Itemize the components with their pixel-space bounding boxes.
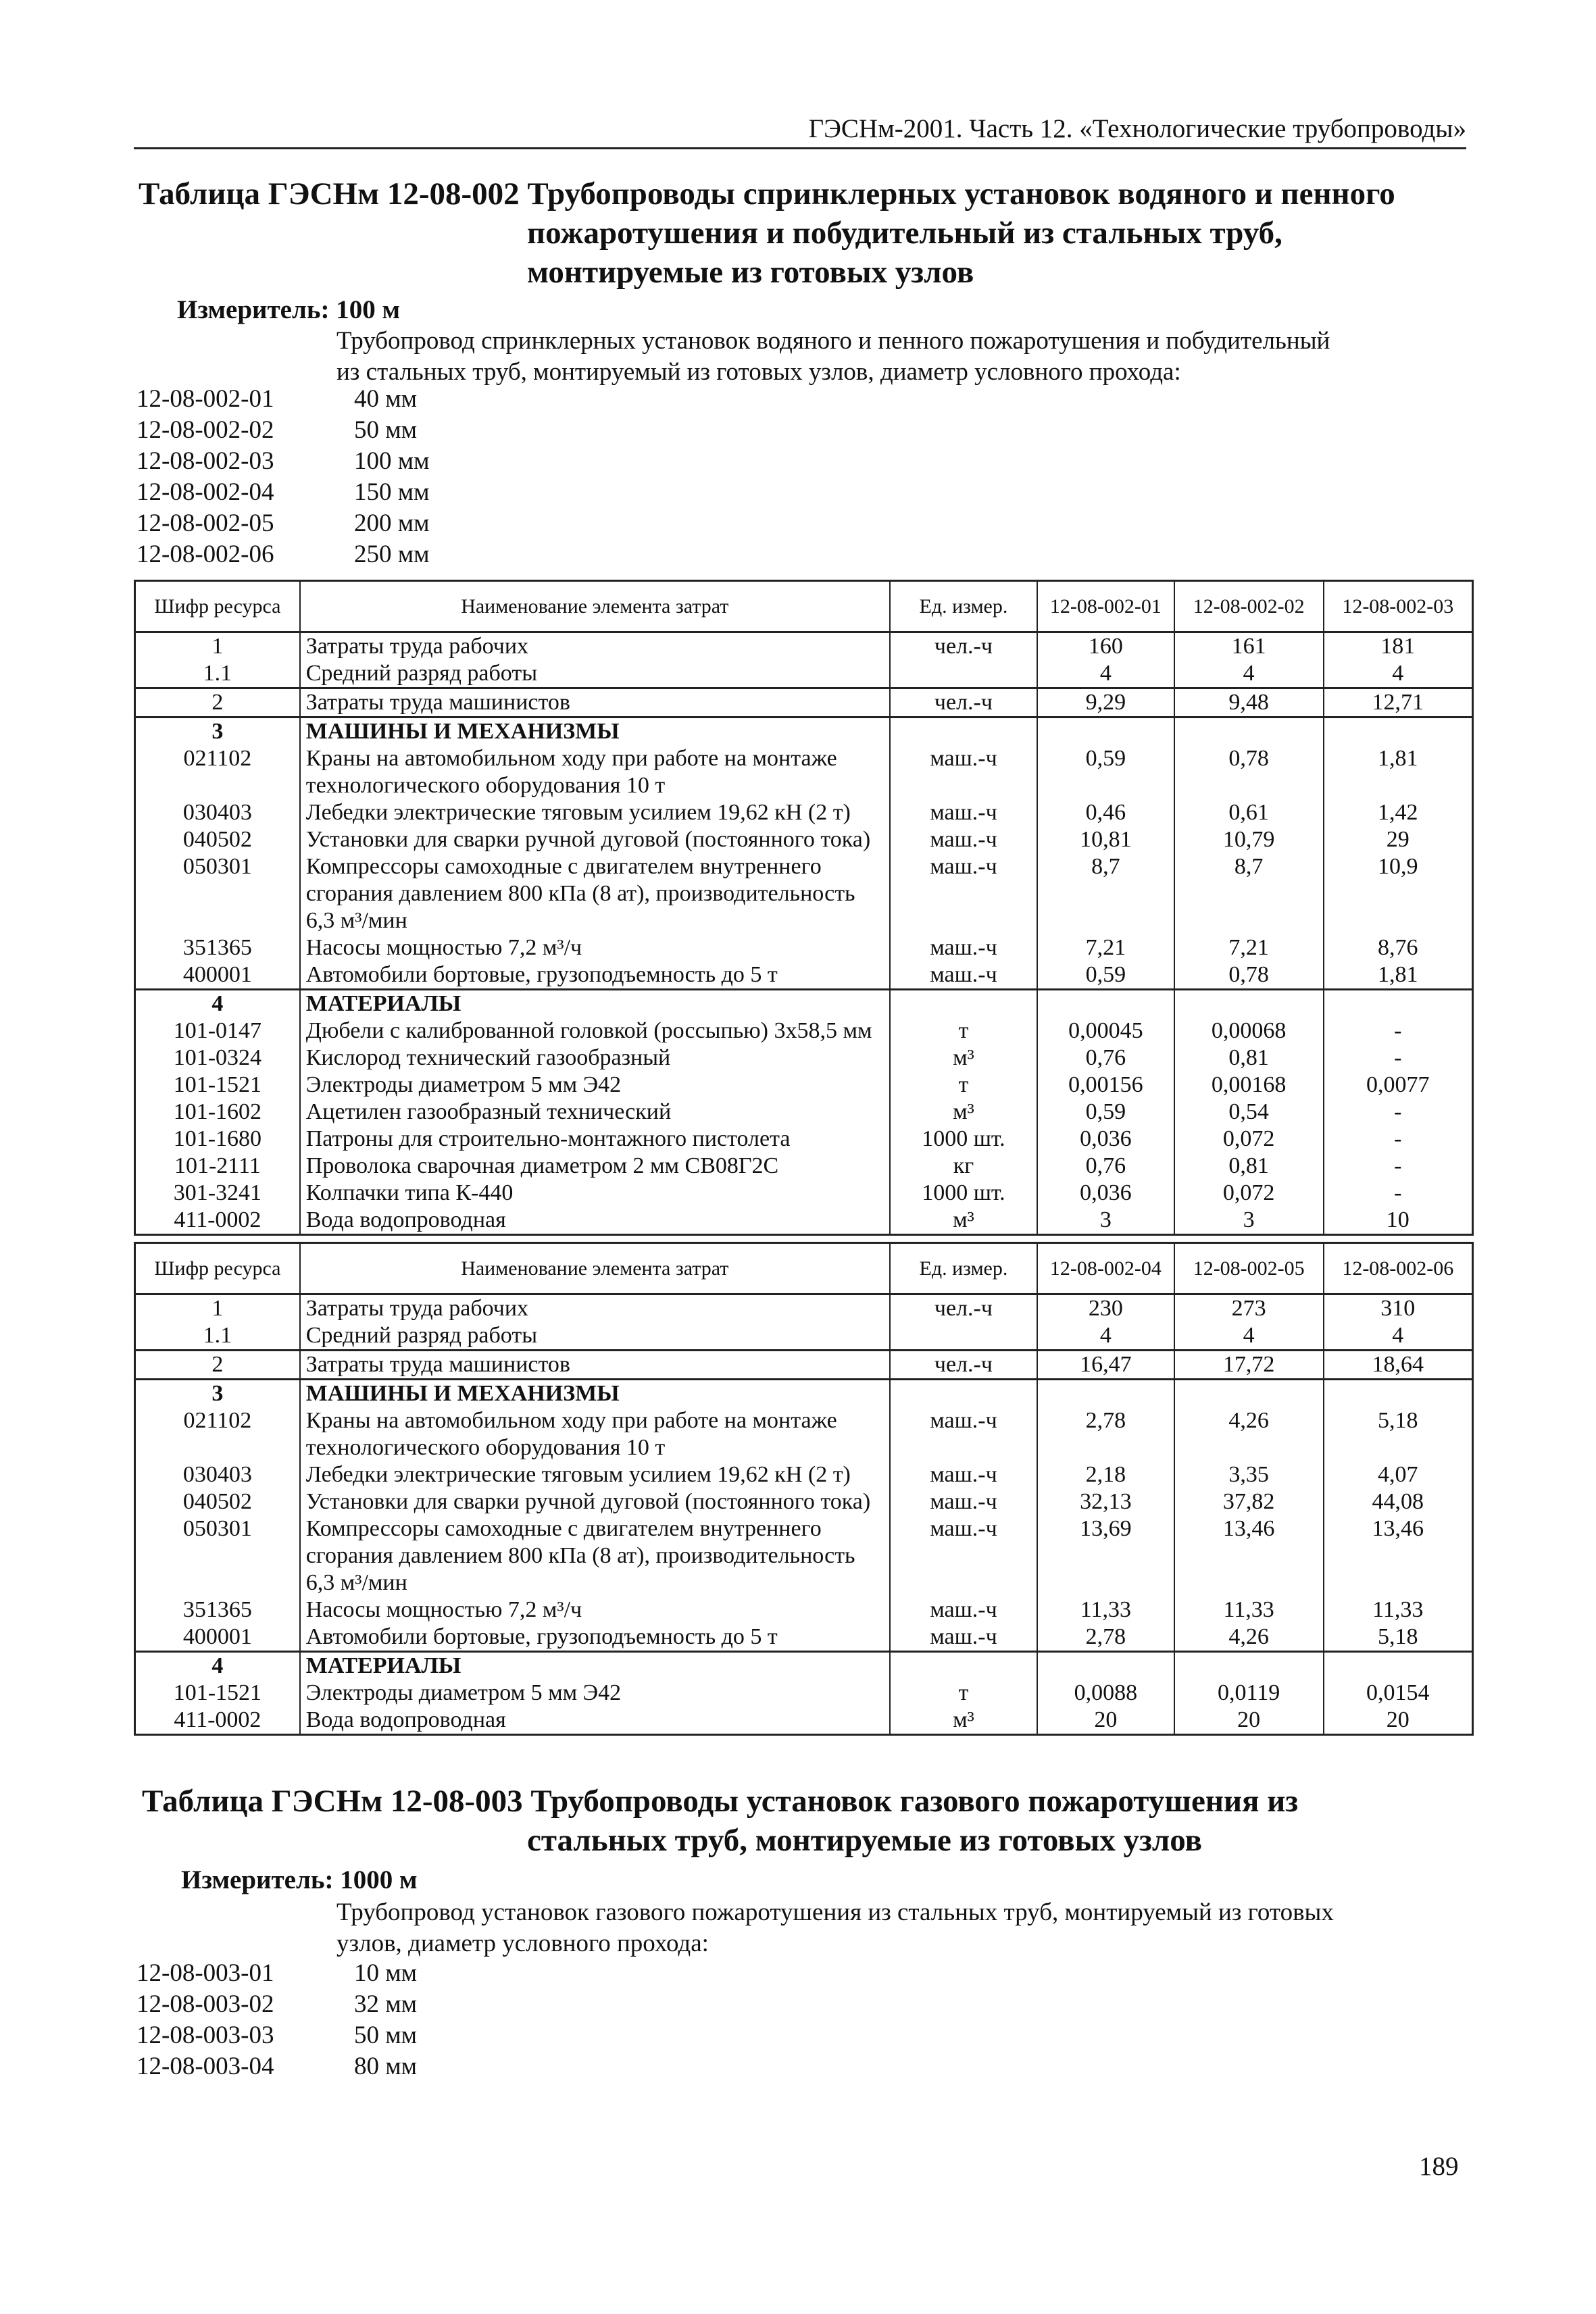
resource-value: 161 [1174,632,1324,661]
resource-code: 1.1 [135,1322,300,1351]
resource-unit [890,718,1037,746]
item-code: 12-08-002-02 [136,416,274,444]
code-list-item [136,446,430,477]
table-row [135,1461,1473,1488]
item-diameter: 150 мм [354,478,430,506]
resource-code: 301-3241 [135,1180,300,1207]
resource-code: 050301 [135,1515,300,1596]
resource-value: 4 [1037,660,1174,688]
item-diameter: 200 мм [354,509,430,537]
table-row [135,1072,1473,1099]
column-header: Шифр ресурса [135,1243,300,1294]
resource-code: 400001 [135,961,300,990]
resource-name: Электроды диаметром 5 мм Э42 [300,1072,890,1099]
resource-unit [890,1322,1037,1351]
resource-unit: маш.-ч [890,961,1037,990]
table-row [135,1207,1473,1235]
resource-value: 0,46 [1037,799,1174,826]
column-header: 12-08-002-02 [1174,581,1324,632]
resource-value: 1,81 [1324,961,1473,990]
resource-code: 021102 [135,1407,300,1461]
resource-unit [890,1380,1037,1408]
table-row [135,1153,1473,1180]
resource-code: 400001 [135,1624,300,1652]
table2-description-line2: узлов, диаметр условного прохода: [336,1930,709,1957]
resource-unit: маш.-ч [890,799,1037,826]
resource-value [1037,718,1174,746]
resource-name: Затраты труда машинистов [300,688,890,718]
table-row [135,934,1473,961]
resource-value [1037,1652,1174,1680]
resource-value: 4 [1324,660,1473,688]
resource-code: 021102 [135,745,300,799]
resource-unit: чел.-ч [890,688,1037,718]
resource-table-b [134,1242,1474,1736]
resource-value [1174,1652,1324,1680]
resource-value: 7,21 [1037,934,1174,961]
resource-code: 3 [135,718,300,746]
resource-value: 0,76 [1037,1153,1174,1180]
resource-code: 1.1 [135,660,300,688]
table-row [135,826,1473,853]
resource-unit: кг [890,1153,1037,1180]
resource-value: 17,72 [1174,1351,1324,1380]
resource-unit: маш.-ч [890,853,1037,934]
resource-name: Краны на автомобильном ходу при работе на монтаже технологического оборудования 10 т [300,1407,890,1461]
resource-value: 13,46 [1324,1515,1473,1596]
resource-code: 101-1680 [135,1126,300,1153]
resource-value: 4 [1174,1322,1324,1351]
resource-value [1324,1380,1473,1408]
resource-name: МАТЕРИАЛЫ [300,990,890,1018]
resource-value: 20 [1037,1707,1174,1735]
resource-value [1037,1380,1174,1408]
resource-code: 101-1602 [135,1099,300,1126]
resource-value: 3 [1174,1207,1324,1235]
resource-value: 0,81 [1174,1153,1324,1180]
resource-value [1174,1380,1324,1408]
resource-code: 351365 [135,934,300,961]
resource-value: 5,18 [1324,1407,1473,1461]
resource-unit: чел.-ч [890,1351,1037,1380]
column-header: Ед. измер. [890,1243,1037,1294]
resource-code: 411-0002 [135,1707,300,1735]
resource-value: 4,07 [1324,1461,1473,1488]
item-diameter: 10 мм [354,1959,418,1987]
table-row [135,1624,1473,1652]
resource-value: 0,00068 [1174,1017,1324,1045]
resource-value: 44,08 [1324,1488,1473,1515]
column-header: Наименование элемента затрат [300,1243,890,1294]
resource-name: Вода водопроводная [300,1707,890,1735]
table-row [135,688,1473,718]
resource-value [1037,990,1174,1018]
resource-unit: маш.-ч [890,745,1037,799]
table-row [135,1407,1473,1461]
table-row [135,853,1473,934]
resource-value: 8,76 [1324,934,1473,961]
resource-value [1324,1652,1473,1680]
resource-value: 32,13 [1037,1488,1174,1515]
resource-value: 0,61 [1174,799,1324,826]
column-header: 12-08-002-05 [1174,1243,1324,1294]
table-row [135,1488,1473,1515]
resource-unit: м³ [890,1045,1037,1072]
resource-value: 37,82 [1174,1488,1324,1515]
table2-title-line2: стальных труб, монтируемые из готовых узлов [527,1823,1203,1858]
resource-value: 8,7 [1037,853,1174,934]
resource-value: 11,33 [1037,1596,1174,1624]
table-row [135,799,1473,826]
table-row [135,632,1473,661]
resource-value: - [1324,1153,1473,1180]
table2-title-line1: Таблица ГЭСНм 12-08-003 Трубопроводы установок газового пожаротушения из [142,1784,1299,1819]
table1-measure: Измеритель: 100 м [177,295,401,324]
resource-value: 0,00156 [1037,1072,1174,1099]
item-code: 12-08-002-06 [136,540,274,568]
resource-name: Лебедки электрические тяговым усилием 19,62 кН (2 т) [300,799,890,826]
item-diameter: 250 мм [354,540,430,568]
table-row [135,1045,1473,1072]
resource-value: 10,81 [1037,826,1174,853]
resource-value: 273 [1174,1294,1324,1323]
resource-value: 9,29 [1037,688,1174,718]
table-row [135,1707,1473,1735]
resource-code: 101-1521 [135,1680,300,1707]
resource-code: 040502 [135,826,300,853]
resource-unit: маш.-ч [890,934,1037,961]
resource-name: Средний разряд работы [300,1322,890,1351]
table-row [135,1380,1473,1408]
code-list-item [136,384,430,415]
resource-value: 1,42 [1324,799,1473,826]
resource-value: 230 [1037,1294,1174,1323]
resource-value: 2,78 [1037,1624,1174,1652]
resource-value: 0,0088 [1037,1680,1174,1707]
resource-value: 0,59 [1037,961,1174,990]
resource-name: Кислород технический газообразный [300,1045,890,1072]
table-row [135,961,1473,990]
resource-name: Компрессоры самоходные с двигателем внутреннего сгорания давлением 800 кПа (8 ат), производительность 6,3 м³/мин [300,1515,890,1596]
resource-value: - [1324,1180,1473,1207]
resource-value: 0,59 [1037,1099,1174,1126]
item-code: 12-08-002-04 [136,478,274,506]
resource-value: 4,26 [1174,1624,1324,1652]
resource-name: Автомобили бортовые, грузоподъемность до 5 т [300,1624,890,1652]
resource-code: 2 [135,688,300,718]
table1-title-line3: монтируемые из готовых узлов [527,255,974,290]
column-header: Наименование элемента затрат [300,581,890,632]
resource-name: Затраты труда машинистов [300,1351,890,1380]
resource-value: 3,35 [1174,1461,1324,1488]
resource-unit: т [890,1017,1037,1045]
resource-unit: маш.-ч [890,1407,1037,1461]
resource-value: 0,072 [1174,1180,1324,1207]
resource-value: 4 [1037,1322,1174,1351]
resource-code: 411-0002 [135,1207,300,1235]
item-diameter: 50 мм [354,2021,418,2049]
resource-name: Патроны для строительно-монтажного пистолета [300,1126,890,1153]
header-rule [134,147,1466,149]
page-number: 189 [1419,2152,1459,2181]
table2-measure: Измеритель: 1000 м [181,1865,418,1894]
resource-code: 2 [135,1351,300,1380]
resource-name: Насосы мощностью 7,2 м³/ч [300,934,890,961]
resource-code: 351365 [135,1596,300,1624]
code-list-item [136,539,430,570]
resource-name: МАШИНЫ И МЕХАНИЗМЫ [300,1380,890,1408]
resource-unit: маш.-ч [890,826,1037,853]
item-diameter: 100 мм [354,447,430,475]
resource-unit: т [890,1680,1037,1707]
resource-value: 3 [1037,1207,1174,1235]
item-code: 12-08-003-04 [136,2053,274,2080]
resource-value: 2,18 [1037,1461,1174,1488]
resource-code: 4 [135,1652,300,1680]
resource-name: Насосы мощностью 7,2 м³/ч [300,1596,890,1624]
resource-value: 8,7 [1174,853,1324,934]
resource-code: 101-2111 [135,1153,300,1180]
resource-value: 2,78 [1037,1407,1174,1461]
table-row [135,1017,1473,1045]
table-row [135,1680,1473,1707]
table2-description-line1: Трубопровод установок газового пожаротушения из стальных труб, монтируемый из готовых [336,1898,1334,1926]
resource-value: 5,18 [1324,1624,1473,1652]
table-row [135,1126,1473,1153]
resource-unit: м³ [890,1099,1037,1126]
resource-table-a [134,580,1474,1236]
resource-name: Лебедки электрические тяговым усилием 19,62 кН (2 т) [300,1461,890,1488]
resource-value: 11,33 [1174,1596,1324,1624]
resource-value: 13,69 [1037,1515,1174,1596]
resource-name: Компрессоры самоходные с двигателем внутреннего сгорания давлением 800 кПа (8 ат), производительность 6,3 м³/мин [300,853,890,934]
item-code: 12-08-003-02 [136,1990,274,2018]
column-header: 12-08-002-04 [1037,1243,1174,1294]
code-list-item [136,508,430,539]
resource-value: 16,47 [1037,1351,1174,1380]
resource-name: Автомобили бортовые, грузоподъемность до 5 т [300,961,890,990]
resource-value [1324,990,1473,1018]
resource-name: МАТЕРИАЛЫ [300,1652,890,1680]
resource-unit [890,660,1037,688]
resource-value: 0,0154 [1324,1680,1473,1707]
running-header: ГЭСНм-2001. Часть 12. «Технологические трубопроводы» [808,114,1466,143]
resource-name: Затраты труда рабочих [300,1294,890,1323]
table1-description-line2: из стальных труб, монтируемый из готовых узлов, диаметр условного прохода: [336,358,1181,386]
column-header: 12-08-002-01 [1037,581,1174,632]
resource-unit: чел.-ч [890,632,1037,661]
code-list-item [136,477,430,508]
table-row [135,718,1473,746]
resource-unit: 1000 шт. [890,1180,1037,1207]
table-row [135,1294,1473,1323]
item-diameter: 40 мм [354,385,418,413]
resource-value: 0,0077 [1324,1072,1473,1099]
resource-value: 18,64 [1324,1351,1473,1380]
table1-title-line1: Таблица ГЭСНм 12-08-002 Трубопроводы спринклерных установок водяного и пенного [139,176,1395,211]
resource-name: Вода водопроводная [300,1207,890,1235]
table-row [135,990,1473,1018]
resource-name: Дюбели с калиброванной головкой (россыпью) 3х58,5 мм [300,1017,890,1045]
column-header: Ед. измер. [890,581,1037,632]
resource-value: 0,78 [1174,961,1324,990]
item-diameter: 32 мм [354,1990,418,2018]
resource-name: Затраты труда рабочих [300,632,890,661]
resource-name: Ацетилен газообразный технический [300,1099,890,1126]
resource-name: Установки для сварки ручной дуговой (постоянного тока) [300,1488,890,1515]
table-row [135,1596,1473,1624]
resource-code: 030403 [135,799,300,826]
resource-value: - [1324,1017,1473,1045]
resource-name: Проволока сварочная диаметром 2 мм СВ08Г2С [300,1153,890,1180]
item-code: 12-08-002-05 [136,509,274,537]
resource-value: 10,9 [1324,853,1473,934]
resource-name: Электроды диаметром 5 мм Э42 [300,1680,890,1707]
table-row [135,1351,1473,1380]
table1-title-line2: пожаротушения и побудительный из стальных труб, [527,216,1282,251]
resource-unit: 1000 шт. [890,1126,1037,1153]
resource-unit: маш.-ч [890,1624,1037,1652]
code-list-item [136,1989,417,2020]
item-code: 12-08-003-03 [136,2021,274,2049]
item-diameter: 80 мм [354,2053,418,2080]
resource-code: 101-1521 [135,1072,300,1099]
resource-value: 0,00168 [1174,1072,1324,1099]
resource-value: 310 [1324,1294,1473,1323]
item-code: 12-08-002-03 [136,447,274,475]
table-row [135,660,1473,688]
resource-value: 20 [1174,1707,1324,1735]
resource-code: 101-0324 [135,1045,300,1072]
table-row [135,1322,1473,1351]
resource-value: 0,54 [1174,1099,1324,1126]
resource-name: Средний разряд работы [300,660,890,688]
resource-unit [890,990,1037,1018]
resource-value: 4 [1324,1322,1473,1351]
resource-unit [890,1652,1037,1680]
resource-value: 0,81 [1174,1045,1324,1072]
resource-value: 0,072 [1174,1126,1324,1153]
resource-value: 0,59 [1037,745,1174,799]
table1-codes [136,384,430,570]
resource-unit: маш.-ч [890,1461,1037,1488]
column-header: 12-08-002-03 [1324,581,1473,632]
resource-code: 1 [135,1294,300,1323]
resource-value: 0,78 [1174,745,1324,799]
resource-value: 9,48 [1174,688,1324,718]
table-row [135,1515,1473,1596]
item-code: 12-08-002-01 [136,385,274,413]
resource-name: Установки для сварки ручной дуговой (постоянного тока) [300,826,890,853]
table-row [135,1652,1473,1680]
column-header: Шифр ресурса [135,581,300,632]
item-diameter: 50 мм [354,416,418,444]
resource-value: - [1324,1126,1473,1153]
resource-value: 0,036 [1037,1180,1174,1207]
code-list-item [136,1958,417,1989]
table-row [135,745,1473,799]
table-row [135,1180,1473,1207]
resource-code: 4 [135,990,300,1018]
resource-unit: маш.-ч [890,1515,1037,1596]
table1-description-line1: Трубопровод спринклерных установок водяного и пенного пожаротушения и побудительный [336,327,1330,355]
resource-unit: маш.-ч [890,1488,1037,1515]
resource-value: 0,76 [1037,1045,1174,1072]
resource-value [1174,990,1324,1018]
resource-value: 4,26 [1174,1407,1324,1461]
resource-unit: м³ [890,1707,1037,1735]
resource-value: 1,81 [1324,745,1473,799]
resource-value: - [1324,1099,1473,1126]
item-code: 12-08-003-01 [136,1959,274,1987]
resource-unit: м³ [890,1207,1037,1235]
resource-value: 0,0119 [1174,1680,1324,1707]
resource-unit: чел.-ч [890,1294,1037,1323]
resource-value: 11,33 [1324,1596,1473,1624]
resource-value: 29 [1324,826,1473,853]
code-list-item [136,2051,417,2082]
resource-value: 10 [1324,1207,1473,1235]
resource-value: 10,79 [1174,826,1324,853]
resource-value: 160 [1037,632,1174,661]
resource-value: - [1324,1045,1473,1072]
resource-value: 181 [1324,632,1473,661]
resource-value: 0,036 [1037,1126,1174,1153]
resource-code: 3 [135,1380,300,1408]
resource-code: 050301 [135,853,300,934]
resource-unit: маш.-ч [890,1596,1037,1624]
resource-value: 13,46 [1174,1515,1324,1596]
resource-name: Колпачки типа К-440 [300,1180,890,1207]
resource-value [1174,718,1324,746]
table-row [135,1099,1473,1126]
resource-value [1324,718,1473,746]
table2-codes [136,1958,417,2082]
resource-unit: т [890,1072,1037,1099]
resource-code: 030403 [135,1461,300,1488]
resource-code: 101-0147 [135,1017,300,1045]
resource-name: Краны на автомобильном ходу при работе на монтаже технологического оборудования 10 т [300,745,890,799]
resource-value: 7,21 [1174,934,1324,961]
resource-name: МАШИНЫ И МЕХАНИЗМЫ [300,718,890,746]
resource-code: 040502 [135,1488,300,1515]
resource-value: 0,00045 [1037,1017,1174,1045]
resource-value: 4 [1174,660,1324,688]
code-list-item [136,415,430,446]
resource-value: 20 [1324,1707,1473,1735]
resource-code: 1 [135,632,300,661]
resource-value: 12,71 [1324,688,1473,718]
code-list-item [136,2020,417,2051]
column-header: 12-08-002-06 [1324,1243,1473,1294]
